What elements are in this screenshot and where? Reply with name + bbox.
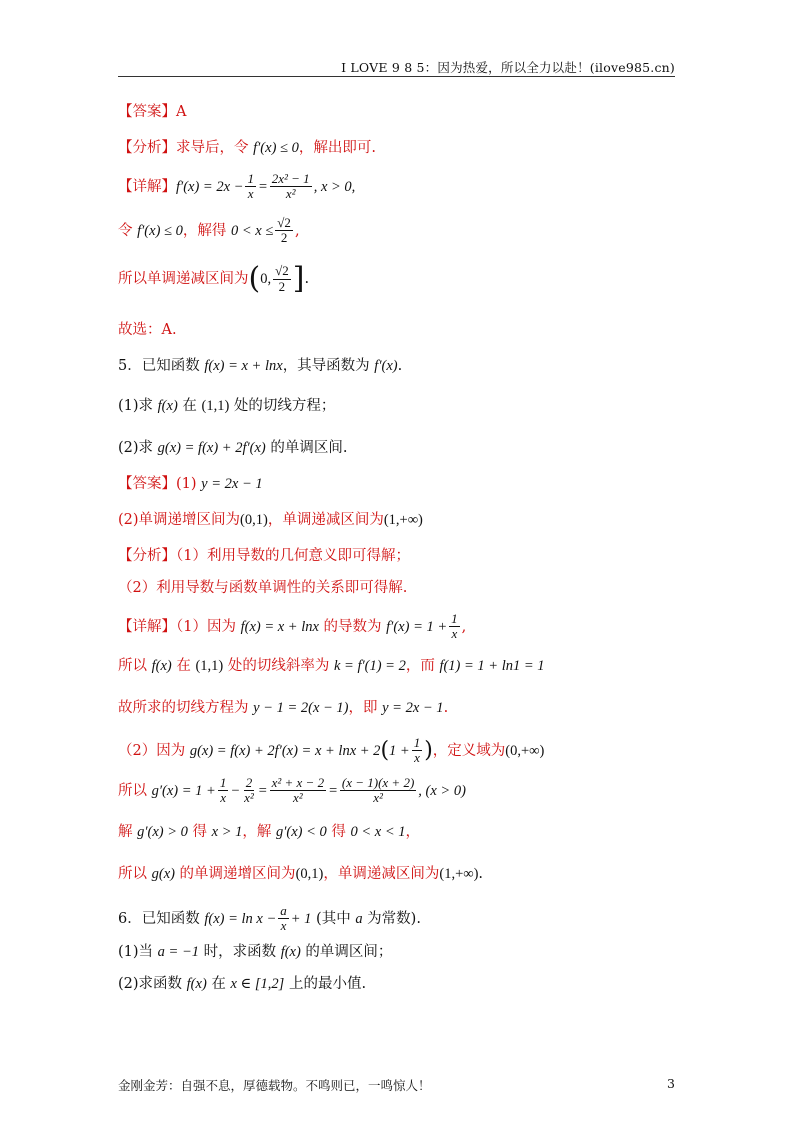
math-expr: x > 1 bbox=[211, 824, 243, 840]
fraction bbox=[270, 776, 326, 806]
q5-answer1 bbox=[118, 476, 263, 493]
math-expr: (1,1) bbox=[201, 398, 230, 414]
denominator: x bbox=[247, 186, 254, 202]
denominator: x² bbox=[373, 790, 383, 806]
q4-analysis bbox=[118, 140, 376, 157]
part-text: (1)求 bbox=[118, 398, 158, 414]
step-text: . bbox=[304, 271, 310, 287]
part-text: (1)当 bbox=[118, 944, 158, 960]
q6-part1 bbox=[118, 944, 392, 961]
q5-analysis2: （2）利用导数与函数单调性的关系即可得解. bbox=[118, 580, 408, 596]
math-expr: (1,+∞) bbox=[439, 866, 479, 882]
math-expr: x ∈ [1,2] bbox=[230, 976, 285, 992]
fraction bbox=[218, 776, 229, 806]
detail-text: 处的切线斜率为 bbox=[223, 658, 334, 674]
q4-conclusion: 故选：A. bbox=[118, 322, 177, 338]
denominator: x bbox=[451, 626, 458, 642]
math-expr: f(1) = 1 + ln1 = 1 bbox=[439, 658, 545, 674]
answer-text: (2)单调递增区间为 bbox=[118, 512, 241, 528]
bracket: ] bbox=[292, 261, 305, 296]
denominator: 2 bbox=[280, 230, 288, 246]
detail-text: （1）因为 bbox=[176, 618, 241, 635]
footer-motto: 金刚金芳：自强不息，厚德载物。不鸣则已，一鸣惊人！ bbox=[118, 1078, 431, 1093]
stem-text: 为常数). bbox=[362, 910, 421, 927]
math-expr: g′(x) > 0 bbox=[137, 824, 188, 840]
stem-text: 6．已知函数 bbox=[118, 910, 205, 927]
bracket: ) bbox=[424, 737, 433, 763]
denominator: x² bbox=[285, 186, 296, 202]
math-expr: = bbox=[328, 782, 338, 799]
math-expr: + 1 bbox=[290, 910, 312, 927]
numerator: 1 bbox=[413, 735, 421, 750]
part-text: 的单调区间. bbox=[265, 440, 348, 456]
math-expr: = bbox=[257, 782, 268, 799]
denominator: 2 bbox=[278, 278, 286, 294]
answer-text: ，单调递减区间为 bbox=[267, 512, 384, 528]
q4-answer bbox=[118, 104, 186, 121]
part-text: 在 bbox=[177, 398, 202, 414]
math-expr: 0, bbox=[260, 271, 272, 287]
math-expr: 0 < x ≤ bbox=[230, 222, 274, 239]
math-expr: k = f′(1) = 2 bbox=[333, 658, 406, 674]
detail-text: 的单调递增区间为 bbox=[174, 866, 296, 882]
fraction bbox=[270, 172, 312, 202]
detail-text: 故所求的切线方程为 bbox=[118, 700, 254, 716]
detail-text: ，定义域为 bbox=[432, 742, 506, 759]
fraction bbox=[273, 264, 291, 294]
page-header: I LOVE 9 8 5：因为热爱，所以全力以赴！(ilove985.cn) bbox=[341, 60, 675, 75]
math-expr: g′(x) < 0 bbox=[275, 824, 327, 840]
detail-text: 所以 bbox=[118, 658, 152, 674]
step-text: ，解得 bbox=[182, 222, 231, 239]
q5-detail7 bbox=[118, 866, 483, 883]
fraction bbox=[278, 904, 289, 934]
detail-text: ， bbox=[405, 824, 421, 840]
denominator: x bbox=[414, 750, 420, 766]
q5-detail3 bbox=[118, 700, 448, 717]
numerator: x² + x − 2 bbox=[271, 775, 325, 790]
math-expr: (1,1) bbox=[195, 658, 224, 674]
q5-detail5 bbox=[118, 776, 466, 806]
detail-text: ，而 bbox=[405, 658, 440, 674]
numerator: a bbox=[280, 903, 287, 918]
numerator: √2 bbox=[277, 215, 291, 230]
part-text: (2)求 bbox=[118, 440, 158, 456]
stem-text: . bbox=[397, 358, 403, 374]
answer-tag: 【答案】 bbox=[118, 104, 176, 120]
detail-tag: 【详解】 bbox=[118, 618, 176, 635]
math-expr: f(x) bbox=[280, 944, 301, 960]
numerator: 1 bbox=[219, 775, 227, 790]
math-expr: f′(x) = 1 + bbox=[386, 618, 448, 635]
detail-text: 得 bbox=[326, 824, 351, 840]
q5-answer2 bbox=[118, 512, 423, 529]
part-text: 上的最小值. bbox=[284, 976, 367, 992]
math-expr: = bbox=[257, 178, 268, 195]
math-expr: f′(x) bbox=[374, 358, 398, 374]
step-text: , bbox=[294, 222, 300, 239]
bracket: ( bbox=[380, 737, 390, 763]
q5-detail6 bbox=[118, 824, 420, 841]
detail-text: 得 bbox=[187, 824, 212, 840]
math-expr: y − 1 = 2(x − 1) bbox=[253, 700, 349, 716]
numerator: 2 bbox=[245, 775, 253, 790]
numerator: (x − 1)(x + 2) bbox=[341, 775, 415, 790]
page-number: 3 bbox=[667, 1076, 675, 1091]
part-text: 处的切线方程； bbox=[229, 398, 336, 414]
math-expr: g′(x) = 1 + bbox=[151, 782, 216, 799]
math-expr: 1 + bbox=[389, 742, 410, 759]
math-expr: f(x) bbox=[186, 976, 207, 992]
stem-text: (其中 bbox=[311, 910, 356, 927]
math-expr: , x > 0, bbox=[313, 178, 356, 195]
q6-stem bbox=[118, 904, 421, 934]
q5-stem bbox=[118, 358, 402, 375]
math-expr: (1,+∞) bbox=[383, 512, 423, 528]
detail-text: ，即 bbox=[348, 700, 383, 716]
header-divider bbox=[118, 76, 675, 77]
detail-text: 所以 bbox=[118, 866, 152, 882]
math-expr: 0 < x < 1 bbox=[350, 824, 406, 840]
numerator: √2 bbox=[275, 263, 289, 279]
denominator: x bbox=[220, 790, 226, 806]
math-expr: y = 2x − 1 bbox=[201, 476, 263, 492]
answer-tag: 【答案】 bbox=[118, 476, 176, 492]
step-text: 所以单调递减区间为 bbox=[118, 271, 249, 287]
detail-text: 在 bbox=[171, 658, 196, 674]
stem-text: ，其导函数为 bbox=[282, 358, 375, 374]
detail-text: ，单调递减区间为 bbox=[323, 866, 440, 882]
detail-tag: 【详解】 bbox=[118, 178, 176, 195]
q6-part2 bbox=[118, 976, 366, 993]
numerator: 2x² − 1 bbox=[271, 171, 310, 186]
fraction bbox=[242, 776, 256, 806]
math-expr: (0,+∞) bbox=[505, 742, 545, 759]
detail-text: ，解 bbox=[242, 824, 276, 840]
q5-detail4 bbox=[118, 736, 544, 766]
analysis-tag: 【分析】 bbox=[118, 140, 176, 156]
step-text: 令 bbox=[118, 222, 138, 239]
bracket: ( bbox=[248, 261, 261, 296]
math-expr: g(x) = f(x) + 2f′(x) = x + lnx + 2 bbox=[189, 742, 381, 759]
fraction bbox=[412, 736, 423, 766]
answer-label: (1) bbox=[176, 476, 202, 492]
detail-text: . bbox=[478, 866, 484, 882]
math-expr: a = −1 bbox=[157, 944, 199, 960]
fraction bbox=[245, 172, 256, 202]
math-expr: , (x > 0) bbox=[418, 782, 466, 799]
q5-part1 bbox=[118, 398, 335, 415]
fraction bbox=[340, 776, 416, 806]
math-expr: − bbox=[230, 782, 241, 799]
part-text: 时，求函数 bbox=[198, 944, 281, 960]
denominator: x bbox=[280, 918, 287, 934]
detail-text: 的导数为 bbox=[318, 618, 387, 635]
answer-value: A bbox=[176, 104, 187, 120]
math-expr: f′(x) ≤ 0 bbox=[137, 222, 183, 239]
numerator: 1 bbox=[451, 611, 458, 626]
q5-detail2 bbox=[118, 658, 545, 675]
analysis-text: 求导后，令 bbox=[176, 140, 254, 156]
math-expr: f(x) = x + lnx bbox=[204, 358, 283, 374]
fraction bbox=[275, 216, 293, 246]
math-expr: (0,1) bbox=[240, 512, 268, 528]
numerator: 1 bbox=[247, 171, 254, 186]
math-expr: g(x) bbox=[151, 866, 175, 882]
detail-text: 所以 bbox=[118, 782, 152, 799]
detail-text: . bbox=[443, 700, 449, 716]
q4-detail bbox=[118, 172, 355, 202]
stem-text: 5．已知函数 bbox=[118, 358, 205, 374]
q4-step2 bbox=[118, 261, 310, 296]
denominator: x² bbox=[244, 790, 254, 806]
math-expr: f(x) bbox=[151, 658, 172, 674]
math-expr: a bbox=[355, 910, 363, 927]
math-expr: f(x) = x + lnx bbox=[240, 618, 319, 635]
detail-text: （2）因为 bbox=[118, 742, 190, 759]
part-text: (2)求函数 bbox=[118, 976, 187, 992]
detail-text: , bbox=[461, 618, 467, 635]
analysis-text: ，解出即可. bbox=[298, 140, 376, 156]
q5-analysis1 bbox=[118, 548, 410, 565]
math-expr: f(x) = ln x − bbox=[204, 910, 277, 927]
q4-step1 bbox=[118, 216, 300, 246]
math-expr: f′(x) = 2x − bbox=[176, 178, 244, 195]
part-text: 的单调区间； bbox=[300, 944, 393, 960]
q5-part2 bbox=[118, 440, 347, 457]
fraction bbox=[449, 612, 460, 642]
math-expr: f(x) bbox=[157, 398, 178, 414]
math-expr: f′(x) ≤ 0 bbox=[253, 140, 299, 156]
detail-text: 解 bbox=[118, 824, 138, 840]
q5-detail1 bbox=[118, 612, 466, 642]
math-expr: (0,1) bbox=[295, 866, 324, 882]
denominator: x² bbox=[293, 790, 303, 806]
math-expr: g(x) = f(x) + 2f′(x) bbox=[157, 440, 266, 456]
analysis-tag: 【分析】 bbox=[118, 548, 176, 564]
part-text: 在 bbox=[206, 976, 231, 992]
math-expr: y = 2x − 1 bbox=[382, 700, 444, 716]
analysis-text: （1）利用导数的几何意义即可得解； bbox=[176, 548, 410, 564]
